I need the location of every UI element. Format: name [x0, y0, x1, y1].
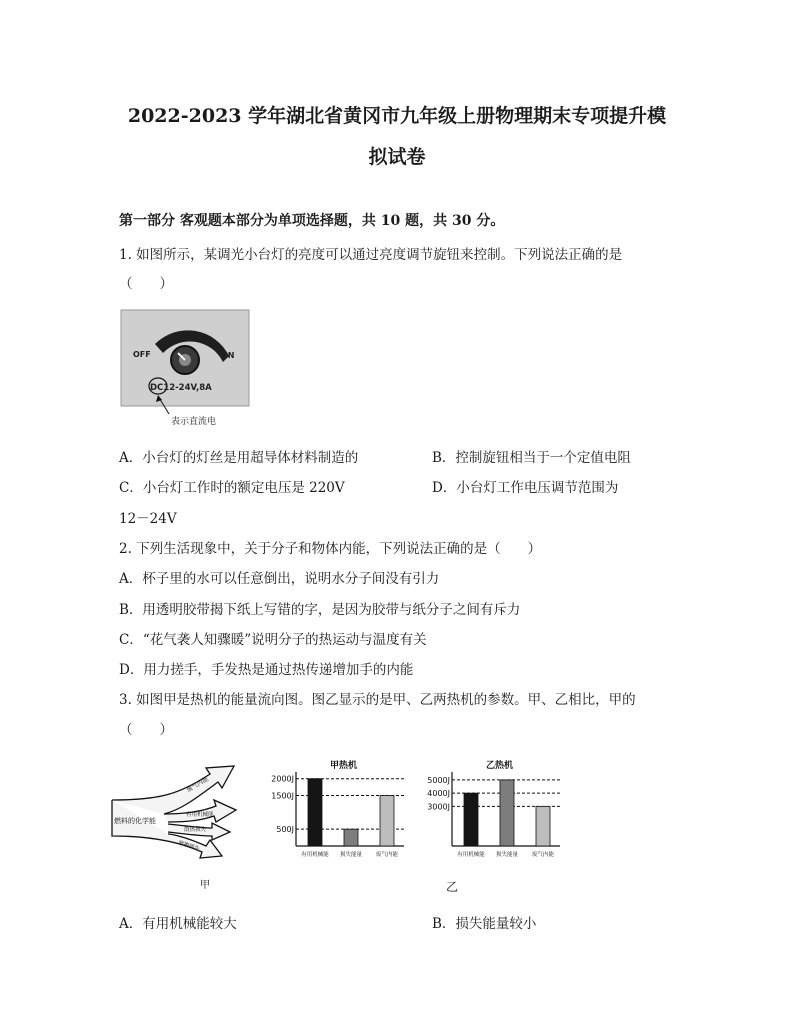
chart-jia-bar: [380, 796, 394, 846]
flow-input-label: 燃料的化学能: [114, 817, 156, 825]
chart-yi-heat-engine: [420, 756, 570, 872]
chart-jia-bar: [308, 779, 322, 846]
chart-yi-bar: [464, 793, 478, 846]
energy-flow-diagram: [110, 752, 260, 894]
chart-jia-category-label: 有用机械能: [301, 852, 329, 858]
chart-yi-title: 乙热机: [486, 761, 514, 771]
q3-option-b: B．损失能量较小: [432, 916, 537, 932]
chart-jia-tick-label: 1500J: [271, 791, 294, 801]
q1-option-d: D．小台灯工作电压调节范围为: [432, 480, 619, 496]
q1-option-d-continued: 12－24V: [119, 511, 177, 527]
section-heading: 第一部分 客观题本部分为单项选择题，共 10 题，共 30 分。: [119, 213, 505, 229]
q3-paren: （ ）: [119, 722, 173, 738]
chart-yi-tick-label: 3000J: [427, 802, 450, 812]
q2-option-d: D．用力搓手，手发热是通过热传递增加手的内能: [119, 662, 414, 678]
q3-option-a: A．有用机械能较大: [119, 916, 237, 932]
chart-yi-tick-label: 5000J: [427, 775, 450, 785]
off-label: OFF: [133, 350, 151, 359]
chart-yi-category-label: 废气内能: [531, 852, 555, 858]
chart-jia-heat-engine: [264, 756, 416, 872]
dimmer-knob-figure: [119, 306, 255, 430]
page-title-line-2: 拟试卷: [368, 146, 426, 168]
chart-yi-category-label: 损失能量: [495, 852, 519, 858]
chart-jia-bar: [344, 829, 358, 846]
flow-out4-label: 摩擦损失: [177, 840, 201, 853]
chart-jia-category-label: 损失能量: [339, 852, 363, 858]
q1-paren: （ ）: [119, 276, 173, 292]
chart-yi-tick-label: 4000J: [427, 789, 450, 799]
flow-out1-label: 废气内能: [185, 775, 210, 794]
chart-yi-category-label: 有用机械能: [457, 852, 485, 858]
chart-yi-bar: [500, 780, 514, 846]
chart-jia-title: 甲热机: [330, 761, 358, 771]
flow-out3-label: 散热损失: [184, 827, 207, 833]
q2-option-b: B．用透明胶带揭下纸上写错的字，是因为胶带与纸分子之间有斥力: [119, 602, 521, 618]
on-label: ON: [221, 351, 235, 360]
q1-option-a: A．小台灯的灯丝是用超导体材料制造的: [119, 450, 359, 466]
q2-option-c: C．“花气袭人知骤暖”说明分子的热运动与温度有关: [119, 632, 427, 648]
q2-stem: 2. 下列生活现象中，关于分子和物体内能，下列说法正确的是（ ）: [119, 541, 542, 557]
q2-option-a: A．杯子里的水可以任意倒出，说明水分子间没有引力: [119, 571, 440, 587]
page-title-line-1: 2022-2023 学年湖北省黄冈市九年级上册物理期末专项提升模: [127, 105, 667, 127]
q3-stem: 3. 如图甲是热机的能量流向图。图乙显示的是甲、乙两热机的参数。甲、乙相比，甲的: [119, 692, 636, 708]
chart-jia-category-label: 废气内能: [375, 852, 399, 858]
flow-out2-label: 有用机械能: [186, 812, 214, 818]
rating-label: DC12-24V,8A: [150, 383, 212, 393]
chart-jia-tick-label: 500J: [276, 825, 294, 835]
figure-caption: 表示直流电: [171, 417, 217, 427]
q1-option-b: B．控制旋钮相当于一个定值电阻: [432, 450, 631, 466]
charts-label-yi: 乙: [446, 880, 459, 894]
q1-stem: 1. 如图所示，某调光小台灯的亮度可以通过亮度调节旋钮来控制。下列说法正确的是: [119, 247, 623, 263]
diagram-label-jia: 甲: [200, 880, 210, 891]
q1-option-c: C．小台灯工作时的额定电压是 220V: [119, 480, 345, 496]
chart-jia-tick-label: 2000J: [271, 774, 294, 784]
chart-yi-bar: [536, 806, 550, 846]
